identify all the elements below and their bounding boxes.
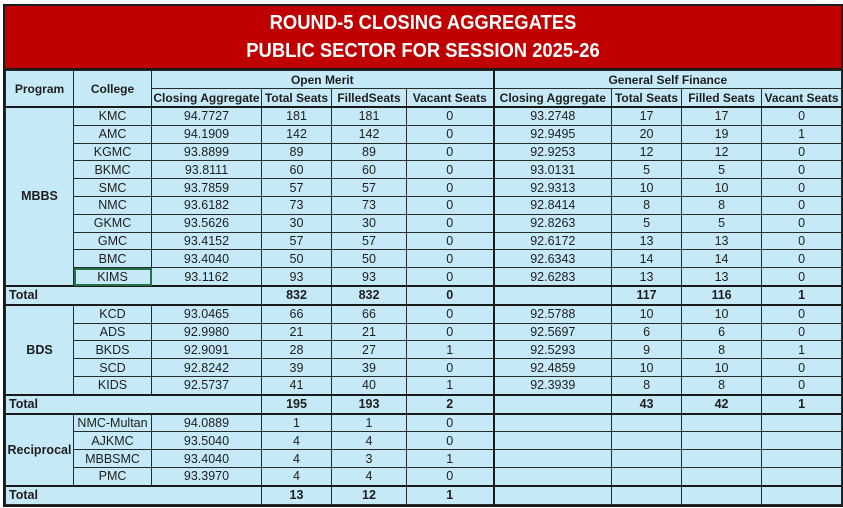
om-total-seats-cell[interactable]: 39 xyxy=(262,359,332,377)
college-cell[interactable]: BMC xyxy=(74,250,152,268)
spreadsheet xyxy=(3,4,843,507)
om-vacant-seats-cell[interactable]: 0 xyxy=(407,268,494,286)
table-row xyxy=(6,196,842,214)
total-label[interactable]: Total xyxy=(6,286,262,305)
gsf-filled-seats-cell[interactable]: 12 xyxy=(682,143,762,161)
om-filled-seats-cell[interactable]: 39 xyxy=(332,359,407,377)
om-closing-aggregate-cell[interactable]: 93.4040 xyxy=(152,450,262,468)
gsf-filled-seats-sum[interactable]: 42 xyxy=(682,395,762,414)
gsf-total-seats-cell[interactable] xyxy=(612,450,682,468)
gsf-closing-aggregate-cell[interactable] xyxy=(494,414,612,432)
table-row xyxy=(6,107,842,125)
gsf-total-seats-cell[interactable] xyxy=(612,467,682,485)
om-closing-aggregate-cell[interactable]: 93.8111 xyxy=(152,161,262,179)
gsf-closing-aggregate-cell[interactable]: 92.6172 xyxy=(494,232,612,250)
header-gsf-vacant-seats: Vacant Seats xyxy=(762,89,842,108)
header-open-merit: Open Merit xyxy=(152,71,494,89)
om-filled-seats-cell[interactable]: 142 xyxy=(332,125,407,143)
om-closing-aggregate-cell[interactable]: 94.7727 xyxy=(152,107,262,125)
gsf-closing-aggregate-cell[interactable]: 92.6343 xyxy=(494,250,612,268)
om-filled-seats-cell[interactable]: 3 xyxy=(332,450,407,468)
om-vacant-seats-cell[interactable]: 0 xyxy=(407,143,494,161)
header-general-self-finance: General Self Finance xyxy=(494,71,842,89)
gsf-vacant-seats-cell[interactable]: 0 xyxy=(762,250,842,268)
gsf-closing-aggregate-cell[interactable]: 92.8263 xyxy=(494,214,612,232)
gsf-filled-seats-cell[interactable]: 5 xyxy=(682,214,762,232)
gsf-closing-aggregate-cell[interactable] xyxy=(494,450,612,468)
gsf-vacant-seats-cell[interactable] xyxy=(762,467,842,485)
table-row xyxy=(6,125,842,143)
gsf-filled-seats-cell[interactable]: 10 xyxy=(682,359,762,377)
gsf-vacant-seats-cell[interactable] xyxy=(762,432,842,450)
gsf-filled-seats-cell[interactable]: 14 xyxy=(682,250,762,268)
gsf-filled-seats-cell[interactable]: 6 xyxy=(682,323,762,341)
gsf-filled-seats-cell[interactable]: 10 xyxy=(682,179,762,197)
om-filled-seats-cell[interactable]: 57 xyxy=(332,179,407,197)
om-filled-seats-cell[interactable]: 40 xyxy=(332,376,407,394)
header-row-1 xyxy=(6,71,842,89)
om-vacant-seats-cell[interactable]: 1 xyxy=(407,450,494,468)
gsf-vacant-seats-cell[interactable]: 1 xyxy=(762,125,842,143)
gsf-total-seats-cell[interactable]: 20 xyxy=(612,125,682,143)
om-vacant-seats-cell[interactable]: 0 xyxy=(407,179,494,197)
gsf-total-seats-cell[interactable]: 5 xyxy=(612,214,682,232)
om-total-seats-sum[interactable]: 13 xyxy=(262,486,332,504)
gsf-vacant-seats-cell[interactable]: 1 xyxy=(762,341,842,359)
title-line-2: PUBLIC SECTOR FOR SESSION 2025-26 xyxy=(246,40,600,62)
om-total-seats-cell[interactable]: 73 xyxy=(262,196,332,214)
om-total-seats-cell[interactable]: 142 xyxy=(262,125,332,143)
gsf-vacant-seats-sum[interactable] xyxy=(762,486,842,504)
om-filled-seats-cell[interactable]: 50 xyxy=(332,250,407,268)
om-total-seats-cell[interactable]: 4 xyxy=(262,450,332,468)
header-gsf-total-seats: Total Seats xyxy=(612,89,682,108)
table-row xyxy=(6,341,842,359)
gsf-filled-seats-cell[interactable] xyxy=(682,432,762,450)
college-cell[interactable]: KIDS xyxy=(74,376,152,394)
college-cell[interactable]: KGMC xyxy=(74,143,152,161)
om-filled-seats-cell[interactable]: 1 xyxy=(332,414,407,432)
header-gsf-filled-seats: Filled Seats xyxy=(682,89,762,108)
om-vacant-seats-cell[interactable]: 0 xyxy=(407,305,494,323)
gsf-vacant-seats-cell[interactable] xyxy=(762,414,842,432)
om-total-seats-cell[interactable]: 4 xyxy=(262,467,332,485)
gsf-closing-aggregate-cell[interactable]: 92.6283 xyxy=(494,268,612,286)
total-row xyxy=(6,286,842,305)
om-filled-seats-cell[interactable]: 60 xyxy=(332,161,407,179)
college-cell[interactable]: GKMC xyxy=(74,214,152,232)
college-cell[interactable]: BKMC xyxy=(74,161,152,179)
program-cell[interactable]: BDS xyxy=(6,305,74,395)
om-vacant-seats-cell[interactable]: 0 xyxy=(407,359,494,377)
om-vacant-seats-cell[interactable]: 0 xyxy=(407,467,494,485)
table-row xyxy=(6,323,842,341)
gsf-total-seats-cell[interactable]: 5 xyxy=(612,161,682,179)
om-vacant-seats-cell[interactable]: 0 xyxy=(407,250,494,268)
gsf-vacant-seats-cell[interactable]: 0 xyxy=(762,305,842,323)
gsf-total-blank-cell[interactable] xyxy=(494,395,612,414)
om-filled-seats-cell[interactable]: 181 xyxy=(332,107,407,125)
om-vacant-seats-cell[interactable]: 1 xyxy=(407,341,494,359)
om-filled-seats-cell[interactable]: 73 xyxy=(332,196,407,214)
om-total-seats-cell[interactable]: 57 xyxy=(262,232,332,250)
gsf-total-seats-cell[interactable]: 12 xyxy=(612,143,682,161)
college-cell[interactable]: MBBSMC xyxy=(74,450,152,468)
om-total-seats-sum[interactable]: 195 xyxy=(262,395,332,414)
gsf-filled-seats-cell[interactable]: 10 xyxy=(682,305,762,323)
om-total-seats-cell[interactable]: 30 xyxy=(262,214,332,232)
header-om-vacant-seats: Vacant Seats xyxy=(407,89,494,108)
gsf-vacant-seats-cell[interactable] xyxy=(762,450,842,468)
gsf-filled-seats-cell[interactable]: 17 xyxy=(682,107,762,125)
college-cell[interactable]: KCD xyxy=(74,305,152,323)
om-total-seats-cell[interactable]: 28 xyxy=(262,341,332,359)
gsf-total-seats-cell[interactable] xyxy=(612,414,682,432)
om-filled-seats-cell[interactable]: 30 xyxy=(332,214,407,232)
gsf-vacant-seats-cell[interactable]: 0 xyxy=(762,214,842,232)
program-cell[interactable]: MBBS xyxy=(6,107,74,286)
table-row xyxy=(6,414,842,432)
om-total-seats-cell[interactable]: 4 xyxy=(262,432,332,450)
gsf-closing-aggregate-cell[interactable]: 92.5788 xyxy=(494,305,612,323)
gsf-closing-aggregate-cell[interactable] xyxy=(494,467,612,485)
college-cell[interactable]: KIMS xyxy=(74,268,152,286)
total-row xyxy=(6,486,842,504)
gsf-filled-seats-cell[interactable]: 13 xyxy=(682,232,762,250)
college-cell[interactable]: BKDS xyxy=(74,341,152,359)
om-total-seats-cell[interactable]: 57 xyxy=(262,179,332,197)
table-row xyxy=(6,376,842,394)
om-filled-seats-cell[interactable]: 4 xyxy=(332,467,407,485)
gsf-filled-seats-cell[interactable]: 13 xyxy=(682,268,762,286)
gsf-vacant-seats-cell[interactable]: 0 xyxy=(762,268,842,286)
total-label[interactable]: Total xyxy=(6,395,262,414)
om-filled-seats-cell[interactable]: 66 xyxy=(332,305,407,323)
college-cell[interactable]: PMC xyxy=(74,467,152,485)
om-total-seats-cell[interactable]: 1 xyxy=(262,414,332,432)
om-closing-aggregate-cell[interactable]: 93.3970 xyxy=(152,467,262,485)
gsf-vacant-seats-cell[interactable]: 0 xyxy=(762,179,842,197)
gsf-total-seats-cell[interactable]: 10 xyxy=(612,179,682,197)
gsf-total-seats-sum[interactable]: 43 xyxy=(612,395,682,414)
gsf-total-seats-sum[interactable]: 117 xyxy=(612,286,682,305)
om-closing-aggregate-cell[interactable]: 92.5737 xyxy=(152,376,262,394)
header-om-filled-seats: FilledSeats xyxy=(332,89,407,108)
om-filled-seats-cell[interactable]: 4 xyxy=(332,432,407,450)
gsf-filled-seats-cell[interactable]: 8 xyxy=(682,376,762,394)
table-row xyxy=(6,359,842,377)
gsf-vacant-seats-sum[interactable]: 1 xyxy=(762,395,842,414)
college-cell[interactable]: ADS xyxy=(74,323,152,341)
gsf-vacant-seats-sum[interactable]: 1 xyxy=(762,286,842,305)
om-closing-aggregate-cell[interactable]: 93.0465 xyxy=(152,305,262,323)
om-vacant-seats-cell[interactable]: 0 xyxy=(407,414,494,432)
table-row xyxy=(6,432,842,450)
om-closing-aggregate-cell[interactable]: 93.6182 xyxy=(152,196,262,214)
om-filled-seats-cell[interactable]: 93 xyxy=(332,268,407,286)
om-total-seats-cell[interactable]: 21 xyxy=(262,323,332,341)
gsf-vacant-seats-cell[interactable]: 0 xyxy=(762,376,842,394)
header-om-total-seats: Total Seats xyxy=(262,89,332,108)
gsf-filled-seats-cell[interactable] xyxy=(682,414,762,432)
total-label[interactable]: Total xyxy=(6,486,262,504)
gsf-vacant-seats-cell[interactable]: 0 xyxy=(762,161,842,179)
gsf-total-seats-cell[interactable]: 8 xyxy=(612,196,682,214)
header-gsf-closing-aggregate: Closing Aggregate xyxy=(494,89,612,108)
gsf-filled-seats-cell[interactable]: 8 xyxy=(682,196,762,214)
gsf-filled-seats-cell[interactable]: 5 xyxy=(682,161,762,179)
gsf-closing-aggregate-cell[interactable] xyxy=(494,432,612,450)
gsf-vacant-seats-cell[interactable]: 0 xyxy=(762,359,842,377)
college-cell[interactable]: NMC xyxy=(74,196,152,214)
gsf-closing-aggregate-cell[interactable]: 92.5293 xyxy=(494,341,612,359)
om-filled-seats-sum[interactable]: 193 xyxy=(332,395,407,414)
gsf-vacant-seats-cell[interactable]: 0 xyxy=(762,323,842,341)
gsf-closing-aggregate-cell[interactable]: 92.9495 xyxy=(494,125,612,143)
gsf-closing-aggregate-cell[interactable]: 92.8414 xyxy=(494,196,612,214)
om-vacant-seats-cell[interactable]: 0 xyxy=(407,432,494,450)
gsf-total-seats-cell[interactable]: 10 xyxy=(612,305,682,323)
om-closing-aggregate-cell[interactable]: 94.1909 xyxy=(152,125,262,143)
om-closing-aggregate-cell[interactable]: 92.9980 xyxy=(152,323,262,341)
om-filled-seats-sum[interactable]: 832 xyxy=(332,286,407,305)
table-row xyxy=(6,467,842,485)
gsf-vacant-seats-cell[interactable]: 0 xyxy=(762,143,842,161)
table-row xyxy=(6,250,842,268)
title-banner xyxy=(5,6,841,70)
gsf-vacant-seats-cell[interactable]: 0 xyxy=(762,232,842,250)
gsf-total-seats-cell[interactable]: 9 xyxy=(612,341,682,359)
aggregates-table xyxy=(5,70,842,505)
om-vacant-seats-sum[interactable]: 0 xyxy=(407,286,494,305)
gsf-filled-seats-cell[interactable] xyxy=(682,450,762,468)
college-cell[interactable]: GMC xyxy=(74,232,152,250)
table-row xyxy=(6,450,842,468)
table-row xyxy=(6,161,842,179)
om-vacant-seats-sum[interactable]: 1 xyxy=(407,486,494,504)
gsf-total-seats-cell[interactable]: 10 xyxy=(612,359,682,377)
gsf-filled-seats-cell[interactable]: 8 xyxy=(682,341,762,359)
gsf-closing-aggregate-cell[interactable]: 93.0131 xyxy=(494,161,612,179)
om-total-seats-cell[interactable]: 50 xyxy=(262,250,332,268)
gsf-total-seats-cell[interactable] xyxy=(612,432,682,450)
om-filled-seats-cell[interactable]: 21 xyxy=(332,323,407,341)
gsf-total-seats-cell[interactable]: 13 xyxy=(612,232,682,250)
om-filled-seats-cell[interactable]: 57 xyxy=(332,232,407,250)
gsf-filled-seats-cell[interactable]: 19 xyxy=(682,125,762,143)
om-total-seats-cell[interactable]: 66 xyxy=(262,305,332,323)
gsf-filled-seats-cell[interactable] xyxy=(682,467,762,485)
college-cell[interactable]: KMC xyxy=(74,107,152,125)
table-row xyxy=(6,268,842,286)
om-total-seats-sum[interactable]: 832 xyxy=(262,286,332,305)
om-closing-aggregate-cell[interactable]: 92.8242 xyxy=(152,359,262,377)
om-closing-aggregate-cell[interactable]: 94.0889 xyxy=(152,414,262,432)
om-vacant-seats-cell[interactable]: 0 xyxy=(407,196,494,214)
om-closing-aggregate-cell[interactable]: 93.5040 xyxy=(152,432,262,450)
om-total-seats-cell[interactable]: 181 xyxy=(262,107,332,125)
gsf-filled-seats-sum[interactable]: 116 xyxy=(682,286,762,305)
header-college: College xyxy=(74,71,152,108)
table-row xyxy=(6,143,842,161)
om-closing-aggregate-cell[interactable]: 92.9091 xyxy=(152,341,262,359)
om-closing-aggregate-cell[interactable]: 93.4040 xyxy=(152,250,262,268)
table-body xyxy=(6,107,842,504)
gsf-total-seats-cell[interactable]: 8 xyxy=(612,376,682,394)
gsf-total-seats-cell[interactable]: 14 xyxy=(612,250,682,268)
gsf-closing-aggregate-cell[interactable]: 92.9313 xyxy=(494,179,612,197)
header-program: Program xyxy=(6,71,74,108)
college-cell[interactable]: NMC-Multan xyxy=(74,414,152,432)
om-total-seats-cell[interactable]: 60 xyxy=(262,161,332,179)
gsf-total-blank-cell[interactable] xyxy=(494,486,612,504)
om-vacant-seats-sum[interactable]: 2 xyxy=(407,395,494,414)
gsf-closing-aggregate-cell[interactable]: 92.5697 xyxy=(494,323,612,341)
om-filled-seats-cell[interactable]: 27 xyxy=(332,341,407,359)
gsf-vacant-seats-cell[interactable]: 0 xyxy=(762,196,842,214)
program-cell[interactable]: Reciprocal xyxy=(6,414,74,486)
gsf-total-seats-cell[interactable]: 17 xyxy=(612,107,682,125)
gsf-vacant-seats-cell[interactable]: 0 xyxy=(762,107,842,125)
table-row xyxy=(6,232,842,250)
om-closing-aggregate-cell[interactable]: 93.5626 xyxy=(152,214,262,232)
om-closing-aggregate-cell[interactable]: 93.7859 xyxy=(152,179,262,197)
om-vacant-seats-cell[interactable]: 0 xyxy=(407,161,494,179)
om-vacant-seats-cell[interactable]: 0 xyxy=(407,323,494,341)
om-vacant-seats-cell[interactable]: 0 xyxy=(407,107,494,125)
om-total-seats-cell[interactable]: 93 xyxy=(262,268,332,286)
table-row xyxy=(6,214,842,232)
om-total-seats-cell[interactable]: 89 xyxy=(262,143,332,161)
om-vacant-seats-cell[interactable]: 0 xyxy=(407,214,494,232)
college-cell[interactable]: AJKMC xyxy=(74,432,152,450)
om-filled-seats-sum[interactable]: 12 xyxy=(332,486,407,504)
om-vacant-seats-cell[interactable]: 0 xyxy=(407,125,494,143)
om-closing-aggregate-cell[interactable]: 93.1162 xyxy=(152,268,262,286)
table-row xyxy=(6,305,842,323)
gsf-closing-aggregate-cell[interactable]: 92.3939 xyxy=(494,376,612,394)
om-total-seats-cell[interactable]: 41 xyxy=(262,376,332,394)
om-vacant-seats-cell[interactable]: 1 xyxy=(407,376,494,394)
total-row xyxy=(6,395,842,414)
gsf-filled-seats-sum[interactable] xyxy=(682,486,762,504)
table-row xyxy=(6,179,842,197)
college-cell[interactable]: SCD xyxy=(74,359,152,377)
gsf-total-seats-cell[interactable]: 6 xyxy=(612,323,682,341)
gsf-closing-aggregate-cell[interactable]: 93.2748 xyxy=(494,107,612,125)
om-closing-aggregate-cell[interactable]: 93.8899 xyxy=(152,143,262,161)
om-vacant-seats-cell[interactable]: 0 xyxy=(407,232,494,250)
gsf-total-seats-cell[interactable]: 13 xyxy=(612,268,682,286)
gsf-total-blank-cell[interactable] xyxy=(494,286,612,305)
gsf-closing-aggregate-cell[interactable]: 92.4859 xyxy=(494,359,612,377)
gsf-closing-aggregate-cell[interactable]: 92.9253 xyxy=(494,143,612,161)
header-om-closing-aggregate: Closing Aggregate xyxy=(152,89,262,108)
college-cell[interactable]: SMC xyxy=(74,179,152,197)
gsf-total-seats-sum[interactable] xyxy=(612,486,682,504)
om-closing-aggregate-cell[interactable]: 93.4152 xyxy=(152,232,262,250)
college-cell[interactable]: AMC xyxy=(74,125,152,143)
om-filled-seats-cell[interactable]: 89 xyxy=(332,143,407,161)
title-line-1: ROUND-5 CLOSING AGGREGATES xyxy=(269,12,577,34)
